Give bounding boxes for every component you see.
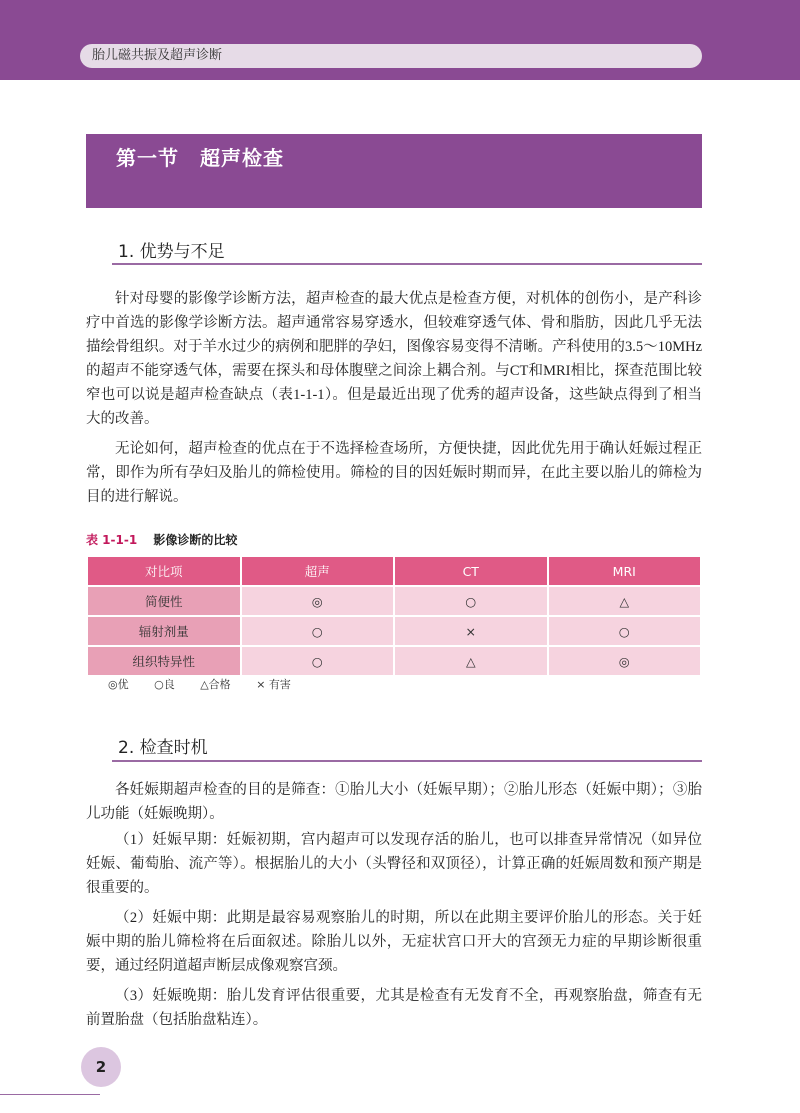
table-header-cell: 对比项: [87, 556, 241, 586]
table-cell: ×: [394, 616, 548, 646]
paragraph: 各妊娠期超声检查的目的是筛查：①胎儿大小（妊娠早期）；②胎儿形态（妊娠中期）；③胎儿功能（妊娠晚期）。: [86, 782, 702, 822]
heading-timing: 2. 检查时机: [118, 738, 208, 758]
table-cell: ○: [394, 586, 548, 616]
table-header-cell: 超声: [241, 556, 395, 586]
table-header-cell: CT: [394, 556, 548, 586]
running-header: [80, 44, 702, 68]
footer-rule: [0, 1094, 100, 1095]
table-header-row: [87, 556, 701, 586]
table-caption-number: 表 1-1-1: [86, 533, 138, 547]
paragraph: 无论如何，超声检查的优点在于不选择检查场所，方便快捷，因此优先用于确认妊娠过程正常，即作为所有孕妇及胎儿的筛检使用。筛检的目的因妊娠时期而异，在此主要以胎儿的筛检为目的进行解说。: [86, 441, 702, 505]
paragraph: （2）妊娠中期：此期是最容易观察胎儿的时期，所以在此期主要评价胎儿的形态。关于妊娠中期的胎儿筛检将在后面叙述。除胎儿以外，无症状宫口开大的宫颈无力症的早期诊断很重要，通过经阴道超声断层成像观察宫颈。: [86, 910, 702, 974]
section-banner: [86, 134, 702, 208]
table-cell: ◎: [241, 586, 395, 616]
legend-item: ○良: [154, 678, 175, 691]
paragraph: （3）妊娠晚期：胎儿发育评估很重要，尤其是检查有无发育不全，再观察胎盘，筛查有无前置胎盘（包括胎盘粘连）。: [86, 988, 702, 1028]
legend-item: × 有害: [256, 678, 291, 691]
legend-item: ◎优: [108, 678, 129, 691]
paragraph: 针对母婴的影像学诊断方法，超声检查的最大优点是检查方便，对机体的创伤小，是产科诊疗中首选的影像学诊断方法。超声通常容易穿透水，但较难穿透气体、骨和脂肪，因此几乎无法描绘骨组织。对于羊水过少的病例和肥胖的孕妇，图像容易变得不清晰。产科使用的3.5～10MHz的超声不能穿透气体，需要在探头和母体腹壁之间涂上耦合剂。与CT和MRI相比，探查范围比较窄也可以说是超声检查缺点（表1-1-1）。但是最近出现了优秀的超声设备，这些缺点得到了相当大的改善。: [86, 291, 702, 427]
table-cell: △: [548, 586, 702, 616]
table-caption: [86, 531, 237, 548]
top-color-band: [0, 0, 800, 80]
heading-rule: [112, 760, 702, 762]
section-title: 第一节 超声检查: [116, 146, 284, 170]
heading-rule: [112, 263, 702, 265]
book-title: 胎儿磁共振及超声诊断: [92, 48, 223, 63]
row-label: 辐射剂量: [87, 616, 241, 646]
page-number: 2: [81, 1047, 121, 1087]
table-caption-text: 影像诊断的比较: [153, 533, 238, 547]
paragraph: （1）妊娠早期：妊娠初期，宫内超声可以发现存活的胎儿，也可以排查异常情况（如异位妊娠、葡萄胎、流产等）。根据胎儿的大小（头臀径和双顶径），计算正确的妊娠周数和预产期是很重要的。: [86, 832, 702, 896]
table-cell: ○: [241, 616, 395, 646]
row-label: 简便性: [87, 586, 241, 616]
table-row: [87, 646, 701, 676]
legend-item: △合格: [200, 678, 231, 691]
table-cell: ○: [241, 646, 395, 676]
table-header-cell: MRI: [548, 556, 702, 586]
table-legend: [108, 676, 313, 692]
heading-advantages: 1. 优势与不足: [118, 242, 225, 262]
table-cell: △: [394, 646, 548, 676]
table-cell: ◎: [548, 646, 702, 676]
comparison-table: [86, 555, 702, 677]
row-label: 组织特异性: [87, 646, 241, 676]
table-cell: ○: [548, 616, 702, 646]
table-row: [87, 616, 701, 646]
table-row: [87, 586, 701, 616]
